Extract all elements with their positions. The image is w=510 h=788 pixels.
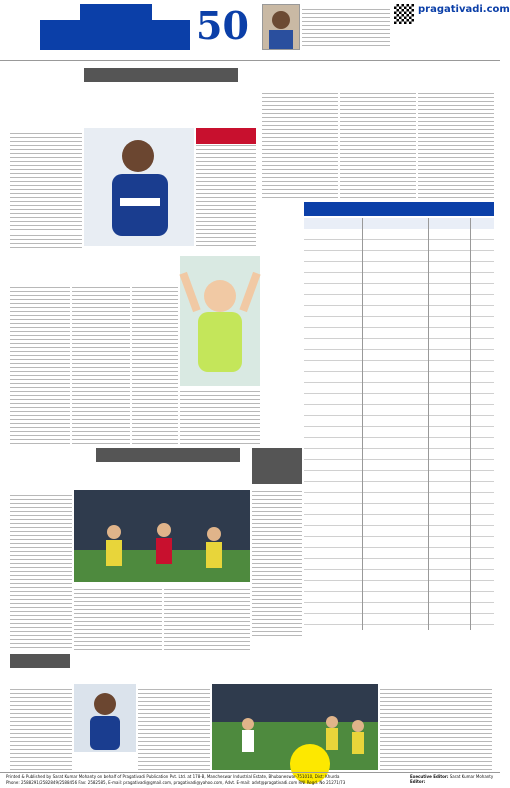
trophy-player-photo xyxy=(74,684,136,752)
medal-table-title xyxy=(304,202,494,216)
kicker-trophy xyxy=(10,654,70,668)
section-title xyxy=(40,20,190,50)
promo-photo xyxy=(262,4,300,50)
small-box-headline xyxy=(252,448,302,484)
bumrah-callout-box xyxy=(196,128,256,144)
story-winner-col1 xyxy=(10,284,70,444)
qr-code xyxy=(394,4,414,24)
kicker-top xyxy=(84,68,238,82)
main-headline xyxy=(10,88,254,126)
story-trophy-col3 xyxy=(380,686,492,770)
story-winner-col2 xyxy=(72,284,130,444)
site-url: pragativadi.com xyxy=(418,4,510,15)
brand-logo xyxy=(80,4,152,20)
badminton-winner-photo xyxy=(180,256,260,386)
medal-table-header xyxy=(304,218,494,229)
footer-rule xyxy=(0,772,500,773)
promo-text xyxy=(302,6,390,46)
story-bumrah-col0 xyxy=(10,232,82,248)
story-athletics-col1 xyxy=(262,90,338,200)
story-football-col3 xyxy=(164,586,250,650)
side-top-headline xyxy=(262,66,494,84)
masthead-rule xyxy=(0,60,500,61)
story-football-col4 xyxy=(252,488,302,638)
story-winner-col4 xyxy=(180,388,260,444)
dateline xyxy=(84,50,184,58)
trophy-subhead xyxy=(10,670,72,684)
footer-line-1: Printed & Published by Sarat Kumar Mohanty on behalf of Pragativadi Publication Pvt. Ltd. at 178-B, Mancheswar Industrial Estate, Bhubaneswar-751010, Dist: Khurda xyxy=(6,774,340,779)
story-football-col2 xyxy=(74,586,162,650)
page-number xyxy=(440,44,490,56)
bumrah-photo xyxy=(84,128,194,246)
story-trophy-col2 xyxy=(138,686,210,770)
story-athletics-col3 xyxy=(418,90,494,200)
football-match-photo xyxy=(74,490,250,582)
story-trophy-col1 xyxy=(10,686,72,770)
story-bumrah-col2 xyxy=(196,130,256,248)
story-football-col1 xyxy=(10,492,72,650)
footer-line-2: Phone: 2588291/2582849/2588456 Fax: 2582585, E-mail: pragativadi@gmail.com, pragativadi@yahoo.com, Advt. E-mail: advt@pragativadi.com RNI Regd. No 21271/73 xyxy=(6,780,346,785)
football-headline xyxy=(10,464,246,490)
bottom-headline xyxy=(74,656,488,682)
story-bumrah-col1 xyxy=(10,130,82,230)
winner-headline xyxy=(10,256,190,282)
medal-table xyxy=(304,218,494,630)
story-athletics-col2 xyxy=(340,90,416,200)
kicker-football xyxy=(96,448,240,462)
story-winner-col3 xyxy=(132,284,178,444)
footer-editor: Executive Editor: Sarat Kumar Mohanty Editor: xyxy=(410,774,494,784)
anniversary-logo: 50 xyxy=(196,3,249,48)
masthead xyxy=(0,0,510,74)
